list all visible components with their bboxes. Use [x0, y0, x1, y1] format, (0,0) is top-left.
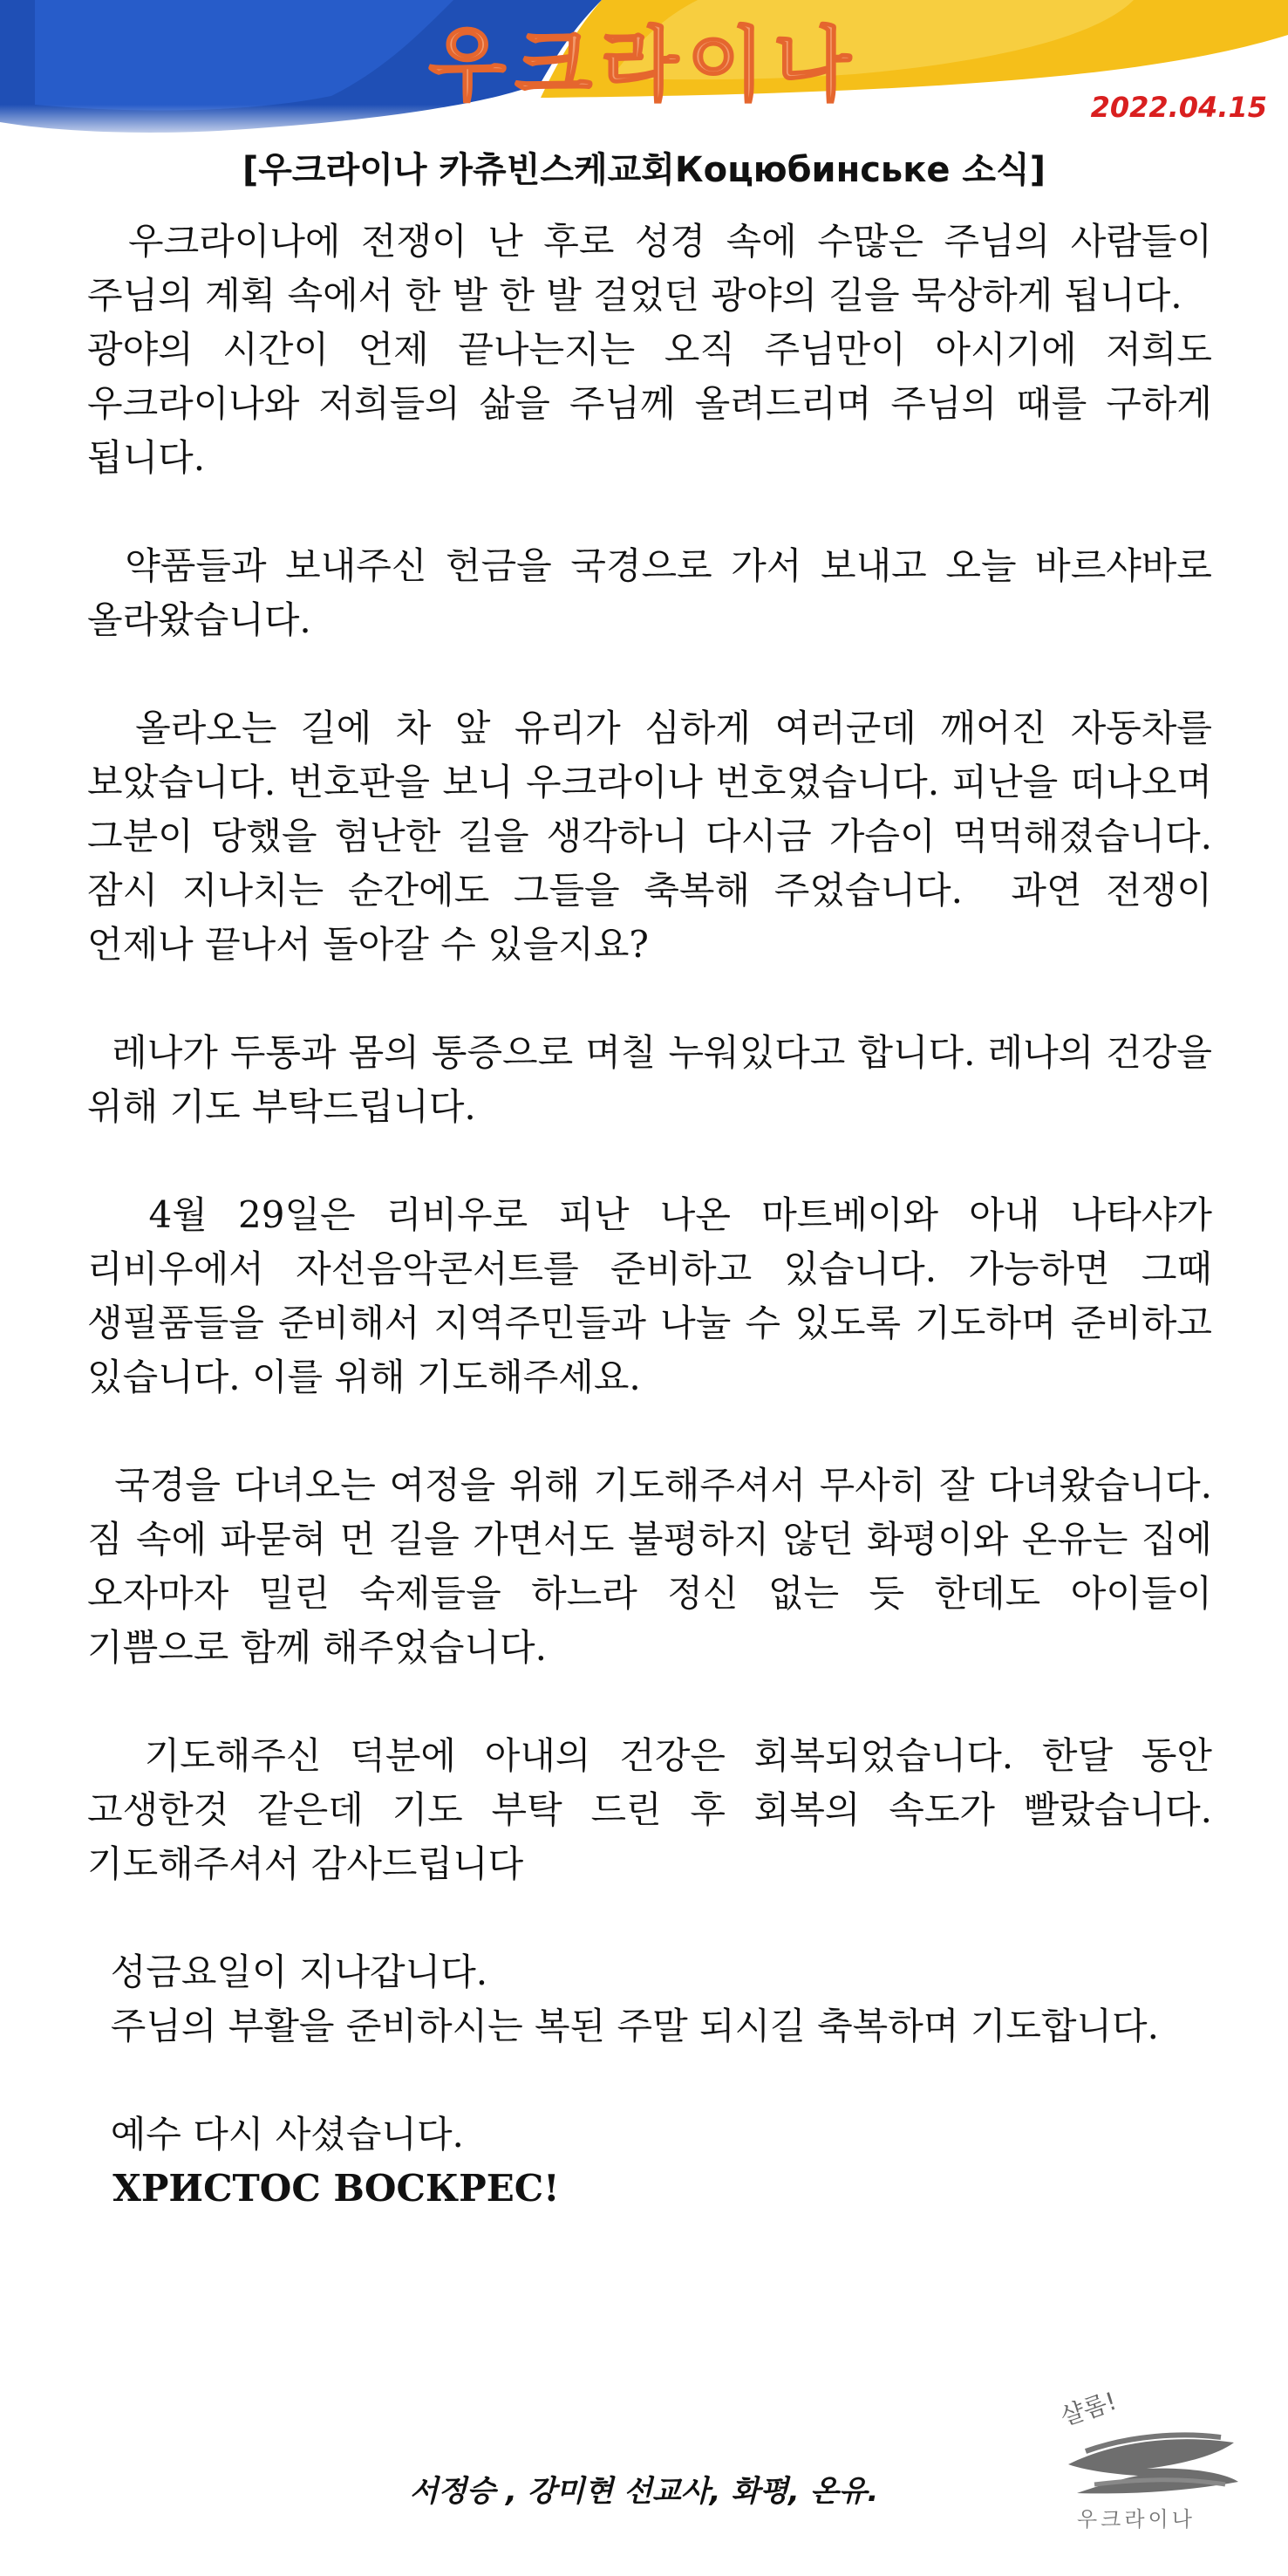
- shalom-ukraine-logo: [1042, 2381, 1256, 2538]
- signature: 서정승 , 강미현 선교사, 화평, 온유.: [409, 2474, 879, 2509]
- paragraph-children: 국경을 다녀오는 여정을 위해 기도해주셔서 무사히 잘 다녀왔습니다. 짐 속에 파묻혀 먼 길을 가면서도 불평하지 않던 화평이와 온유는 집에 오자마자 밀린 숙제들을 하느라 정신 없는 듯 한데도 아이들이 기쁨으로 함께 해주었습니다.: [87, 1464, 1224, 1669]
- closing-russian: ХРИСТОС ВОСКРЕС!: [87, 2167, 560, 2210]
- paragraph-border-trip: 약품들과 보내주신 헌금을 국경으로 가서 보내고 오늘 바르샤바로 올라왔습니다.: [87, 544, 1224, 641]
- header-banner: [0, 0, 1288, 144]
- newsletter-subtitle: [우크라이나 카츄빈스케교회Коцюбинське 소식]: [242, 150, 1046, 190]
- logo-ukraine-text: 우크라이나: [1077, 2507, 1196, 2532]
- logo-shalom-text: 샬롬!: [1056, 2386, 1121, 2432]
- paragraph-good-friday: 성금요일이 지나갑니다. 주님의 부활을 준비하시는 복된 주말 되시길 축복하며 기도합니다.: [110, 1951, 1159, 2047]
- paragraph-broken-car: 올라오는 길에 차 앞 유리가 심하게 여러군데 깨어진 자동차를 보았습니다. 번호판을 보니 우크라이나 번호였습니다. 피난을 떠나오며 그분이 당했을 험난한 길을 생각하니 다시금 가슴이 먹먹해졌습니다. 잠시 지나치는 순간에도 그들을 축복해 주었습니다. 과연 전쟁이 언제나 끝나서 돌아갈 수 있을지요?: [87, 707, 1224, 966]
- closing-korean: 예수 다시 사셨습니다.: [87, 2113, 464, 2156]
- paragraph-wilderness: 우크라이나에 전쟁이 난 후로 성경 속에 수많은 주님의 사람들이 주님의 계획 속에서 한 발 한 발 걸었던 광야의 길을 묵상하게 됩니다. 광야의 시간이 언제 끝나는지는 오직 주님만이 아시기에 저희도 우크라이나와 저희들의 삶을 주님께 올려드리며 주님의 때를 구하게 됩니다.: [87, 220, 1212, 479]
- date-label: 2022.04.15: [1090, 91, 1267, 124]
- letter-body: [87, 215, 1224, 2216]
- paragraph-charity-concert: 4월 29일은 리비우로 피난 나온 마트베이와 아내 나타샤가 리비우에서 자선음악콘서트를 준비하고 있습니다. 가능하면 그때 생필품들을 준비해서 지역주민들과 나눌 수 있도록 기도하며 준비하고 있습니다. 이를 위해 기도해주세요.: [87, 1193, 1224, 1398]
- paragraph-lena-prayer: 레나가 두통과 몸의 통증으로 며칠 누워있다고 합니다. 레나의 건강을 위해 기도 부탁드립니다.: [87, 1031, 1224, 1128]
- banner-title: 우크라이나: [428, 18, 860, 112]
- paragraph-wife-health: 기도해주신 덕분에 아내의 건강은 회복되었습니다. 한달 동안 고생한것 같은데 기도 부탁 드린 후 회복의 속도가 빨랐습니다. 기도해주셔서 감사드립니다: [87, 1734, 1224, 1885]
